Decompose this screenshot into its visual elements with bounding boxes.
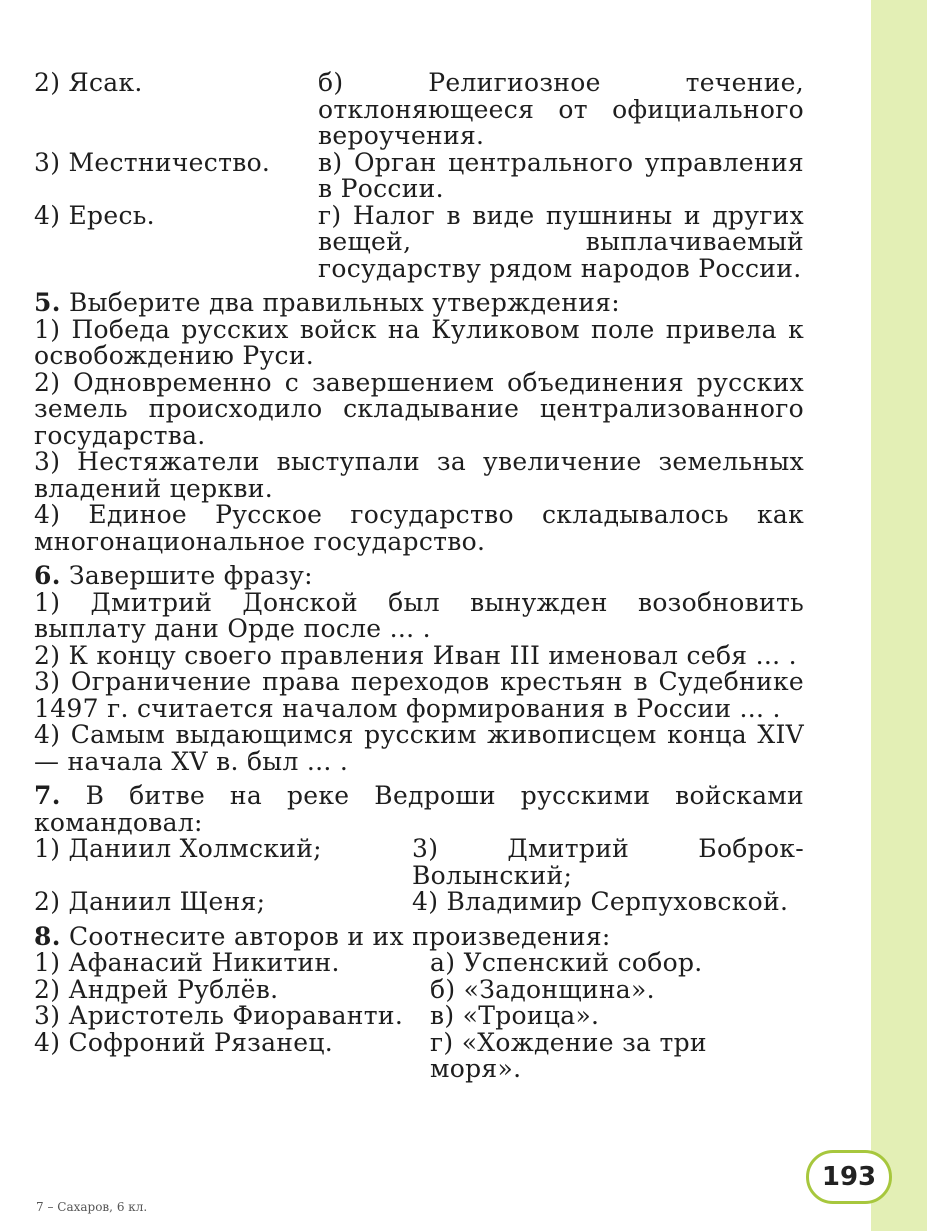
question-number: 8. [34, 921, 61, 951]
question-title [34, 563, 804, 590]
question-text: Соотнесите авторов и их произведения: [68, 921, 611, 951]
option: 4) Владимир Серпуховской. [412, 887, 789, 916]
footnote: 7 – Сахаров, 6 кл. [36, 1200, 148, 1214]
work: г) «Хождение за три моря». [430, 1027, 707, 1083]
question-7 [34, 783, 804, 916]
phrase-item: 3) Ограничение права переходов крестьян в Судебнике 1497 г. считается началом формирования в России ... . [34, 667, 804, 723]
question-number: 5. [34, 288, 61, 317]
matching-row [34, 147, 804, 203]
work: в) «Троица». [430, 1001, 600, 1030]
matching-definition: в) Орган центрального управления в России. [318, 147, 804, 203]
question-6 [34, 563, 804, 775]
matching-row [34, 70, 804, 150]
phrase-item: 1) Дмитрий Донской был вынужден возобновить выплату дани Орде после ... . [34, 587, 804, 643]
phrase-item: 4) Самым выдающимся русским живописцем конца XIV — начала XV в. был ... . [34, 720, 804, 776]
phrase-item: 2) К концу своего правления Иван III именовал себя ... . [34, 640, 797, 670]
match-row [34, 950, 804, 977]
options-row [34, 836, 804, 889]
question-number: 7. [34, 781, 61, 810]
author: 2) Андрей Рублёв. [34, 974, 279, 1004]
match-row [34, 974, 804, 1004]
statement: 3) Нестяжатели выступали за увеличение земельных владений церкви. [34, 447, 804, 503]
option: 1) Даниил Холмский; [34, 834, 322, 863]
matching-row [34, 200, 804, 283]
author: 4) Софроний Рязанец. [34, 1027, 333, 1057]
page-number-badge: 193 [806, 1150, 892, 1204]
question-title [34, 290, 804, 317]
question-title [34, 921, 804, 951]
work: а) Успенский собор. [430, 948, 703, 977]
match-row [34, 1003, 804, 1030]
work: б) «Задонщина». [430, 974, 655, 1004]
statement: 2) Одновременно с завершением объединения русских земель происходило складывание централизованного государства. [34, 367, 804, 450]
matching-definition: б) Религиозное течение, отклоняющееся от официального вероучения. [318, 68, 804, 150]
option: 3) Дмитрий Боброк-Волынский; [412, 834, 804, 890]
matching-term: 4) Ересь. [34, 200, 155, 230]
question-title [34, 783, 804, 836]
author: 3) Аристотель Фиораванти. [34, 1001, 404, 1030]
question-8 [34, 921, 804, 1083]
matching-definition: г) Налог в виде пушнины и других вещей, выплачиваемый государству рядом народов России. [318, 200, 804, 283]
question-text: Выберите два правильных утверждения: [68, 288, 620, 317]
question-number: 6. [34, 561, 61, 590]
statement: 1) Победа русских войск на Куликовом поле привела к освобождению Руси. [34, 314, 804, 370]
option: 2) Даниил Щеня; [34, 887, 266, 916]
author: 1) Афанасий Никитин. [34, 948, 340, 977]
question-text: Завершите фразу: [68, 561, 313, 590]
matching-term: 2) Ясак. [34, 68, 143, 97]
matching-term: 3) Местничество. [34, 147, 271, 177]
matching-top [34, 70, 804, 282]
statement: 4) Единое Русское государство складывалось как многонациональное государство. [34, 500, 804, 556]
question-5 [34, 290, 804, 555]
page-content [34, 70, 804, 1091]
match-row [34, 1027, 804, 1083]
page-side-strip [871, 0, 927, 1231]
options-row [34, 889, 804, 916]
question-text: В битве на реке Ведроши русскими войсками командовал: [34, 781, 804, 837]
